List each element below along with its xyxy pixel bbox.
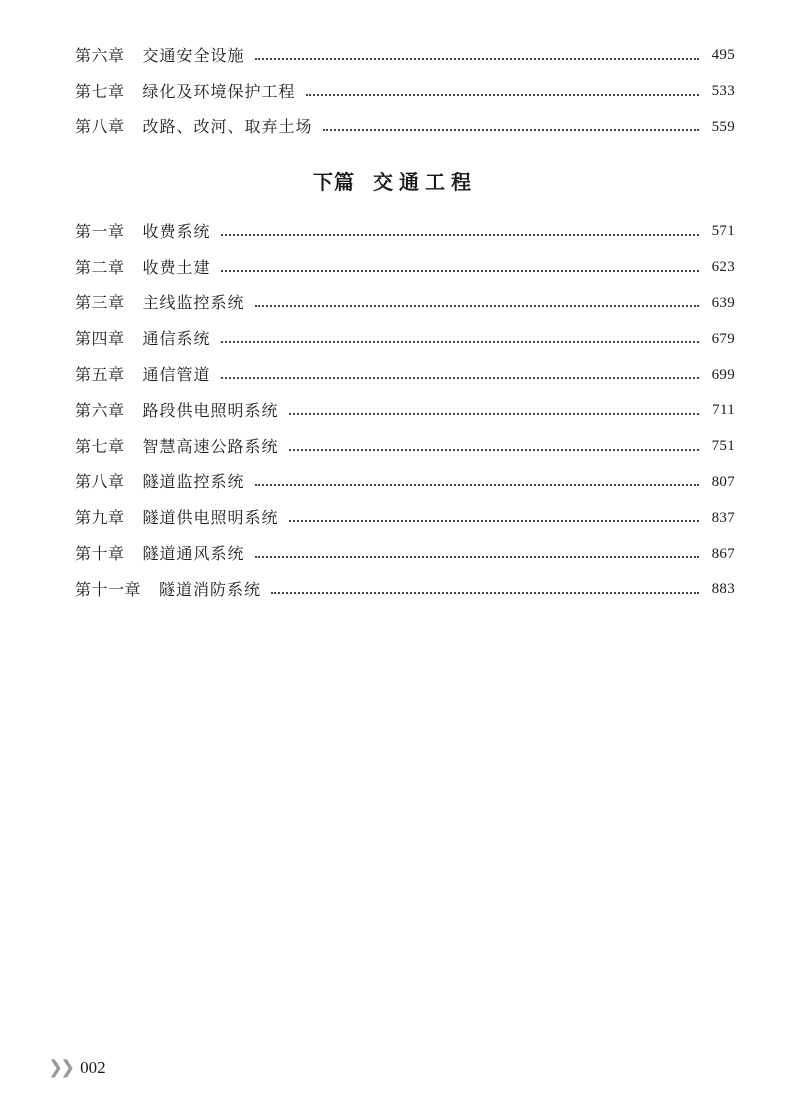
chapter-title: 主线监控系统: [142, 293, 245, 313]
toc-entry[interactable]: [75, 429, 735, 465]
dot-leader: [255, 484, 699, 486]
chapter-title: 交通安全设施: [142, 45, 245, 65]
toc-entry[interactable]: [75, 465, 735, 501]
chapter-number: 第五章: [75, 365, 125, 385]
dot-leader: [255, 305, 699, 307]
chapter-title: 通信系统: [142, 329, 211, 349]
page-number: 883: [711, 581, 735, 598]
toc-entry[interactable]: [75, 74, 735, 110]
chapter-number: 第六章: [75, 400, 125, 420]
page-number: 679: [711, 330, 735, 347]
toc-entry[interactable]: [75, 393, 735, 429]
dot-leader: [306, 94, 699, 96]
chapter-title: 隧道消防系统: [159, 579, 262, 599]
chapter-title: 路段供电照明系统: [142, 400, 279, 420]
chapter-number: 第七章: [75, 436, 125, 456]
dot-leader: [323, 129, 699, 131]
page-number: 699: [711, 366, 735, 383]
chapter-number: 第七章: [75, 81, 125, 101]
section-heading: [0, 166, 790, 195]
chapter-number: 第九章: [75, 508, 125, 528]
page-number: 495: [711, 47, 735, 64]
chapter-title: 收费土建: [142, 257, 211, 277]
section-name: 交通工程: [373, 170, 477, 194]
page-number: 559: [711, 118, 735, 135]
toc-entry[interactable]: [75, 536, 735, 572]
chapter-title: 隧道供电照明系统: [142, 508, 279, 528]
footer-page-number: 002: [80, 1057, 106, 1077]
chapter-number: 第一章: [75, 221, 125, 241]
page-number: 571: [711, 223, 735, 240]
toc-entry[interactable]: [75, 38, 735, 74]
page-number: 639: [711, 294, 735, 311]
dot-leader: [255, 556, 699, 558]
dot-leader: [289, 413, 699, 415]
dot-leader: [221, 377, 699, 379]
double-chevron-right-icon: ❯❯: [48, 1057, 73, 1078]
toc-entry[interactable]: [75, 500, 735, 536]
chapter-title: 通信管道: [142, 365, 211, 385]
page-number: 867: [711, 545, 735, 562]
chapter-title: 收费系统: [142, 221, 211, 241]
chapter-number: 第十一章: [75, 579, 142, 599]
dot-leader: [221, 270, 699, 272]
toc-entry[interactable]: [75, 250, 735, 286]
page-number: 711: [712, 402, 735, 419]
chapter-number: 第四章: [75, 329, 125, 349]
page-number: 623: [711, 259, 735, 276]
section-part-label: 下篇: [313, 170, 355, 194]
toc-entry[interactable]: [75, 321, 735, 357]
chapter-number: 第八章: [75, 472, 125, 492]
dot-leader: [289, 449, 699, 451]
chapter-number: 第二章: [75, 257, 125, 277]
chapter-title: 智慧高速公路系统: [142, 436, 279, 456]
toc-entry[interactable]: [75, 214, 735, 250]
page-number: 533: [711, 83, 735, 100]
dot-leader: [255, 58, 699, 60]
chapter-number: 第六章: [75, 45, 125, 65]
toc-lower-list: [75, 214, 735, 608]
dot-leader: [289, 520, 699, 522]
toc-entry[interactable]: [75, 110, 735, 146]
page-number: 807: [711, 473, 735, 490]
toc-upper-list: [75, 38, 735, 145]
chapter-title: 隧道监控系统: [142, 472, 245, 492]
dot-leader: [221, 234, 699, 236]
chapter-title: 绿化及环境保护工程: [142, 81, 296, 101]
page-footer: [48, 1057, 106, 1078]
toc-entry[interactable]: [75, 286, 735, 322]
page-number: 837: [711, 509, 735, 526]
dot-leader: [271, 592, 699, 594]
page-number: 751: [711, 438, 735, 455]
dot-leader: [221, 341, 699, 343]
chapter-title: 隧道通风系统: [142, 544, 245, 564]
toc-entry[interactable]: [75, 572, 735, 608]
toc-entry[interactable]: [75, 357, 735, 393]
chapter-title: 改路、改河、取弃土场: [142, 117, 313, 137]
chapter-number: 第八章: [75, 117, 125, 137]
chapter-number: 第十章: [75, 544, 125, 564]
chapter-number: 第三章: [75, 293, 125, 313]
